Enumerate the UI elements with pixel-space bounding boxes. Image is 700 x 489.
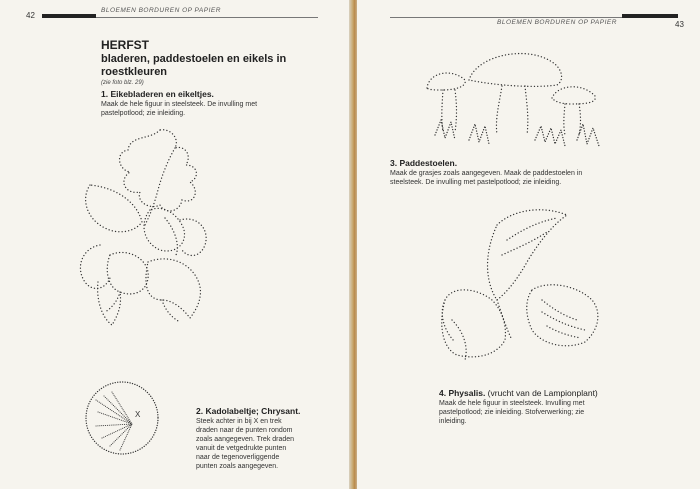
item2-heading: 2. Kadolabeltje; Chrysant.	[196, 406, 301, 416]
right-page	[357, 0, 700, 489]
item4-heading-name: 4. Physalis.	[439, 388, 486, 398]
section-title: HERFST	[101, 38, 149, 52]
item4-heading-subtitle: (vrucht van de Lampionplant)	[485, 388, 598, 398]
item2-text-line1: Steek achter in bij X en trek	[196, 418, 282, 425]
item2-text-line6: punten zoals aangegeven.	[196, 463, 279, 470]
item1-heading: 1. Eikebladeren en eikeltjes.	[101, 89, 214, 99]
item4-text-line3: inleiding.	[439, 418, 467, 425]
item4-text-line1: Maak de hele figuur in steelsteek. Invulling met	[439, 400, 585, 407]
item4-text-line2: pastelpotlood; zie inleiding. Stofverwerking; zie	[439, 409, 585, 416]
item1-text-line2: pastelpotlood; zie inleiding.	[101, 110, 186, 117]
section-subtitle-line2: roestkleuren	[101, 66, 168, 78]
item2-text-line5: naar de tegenoverliggende	[196, 454, 280, 461]
item1-text-line1: Maak de hele figuur in steelsteek. De invulling met	[101, 101, 258, 108]
running-head-left: BLOEMEN BORDUREN OP PAPIER	[101, 7, 221, 14]
running-head-right: BLOEMEN BORDUREN OP PAPIER	[497, 19, 617, 26]
item3-heading: 3. Paddestoelen.	[390, 158, 458, 168]
photo-reference: (zie foto blz. 29)	[101, 80, 144, 86]
item2-text-line4: vanuit de vetgedrukte punten	[196, 445, 287, 452]
item3-text-line2: steelsteek. De invulling met pastelpotlood; zie inleiding.	[390, 179, 562, 186]
section-subtitle-line1: bladeren, paddestoelen en eikels in	[101, 53, 287, 65]
x-mark: X	[135, 410, 141, 419]
item3-text-line1: Maak de grasjes zoals aangegeven. Maak de paddestoelen in	[390, 170, 583, 177]
page-number-right: 43	[675, 20, 684, 29]
item2-text-line2: draden naar de punten rondom	[196, 427, 293, 434]
page-number-left: 42	[26, 11, 35, 20]
item2-text-line3: zoals aangegeven. Trek draden	[196, 436, 295, 443]
item4-heading	[439, 388, 598, 398]
